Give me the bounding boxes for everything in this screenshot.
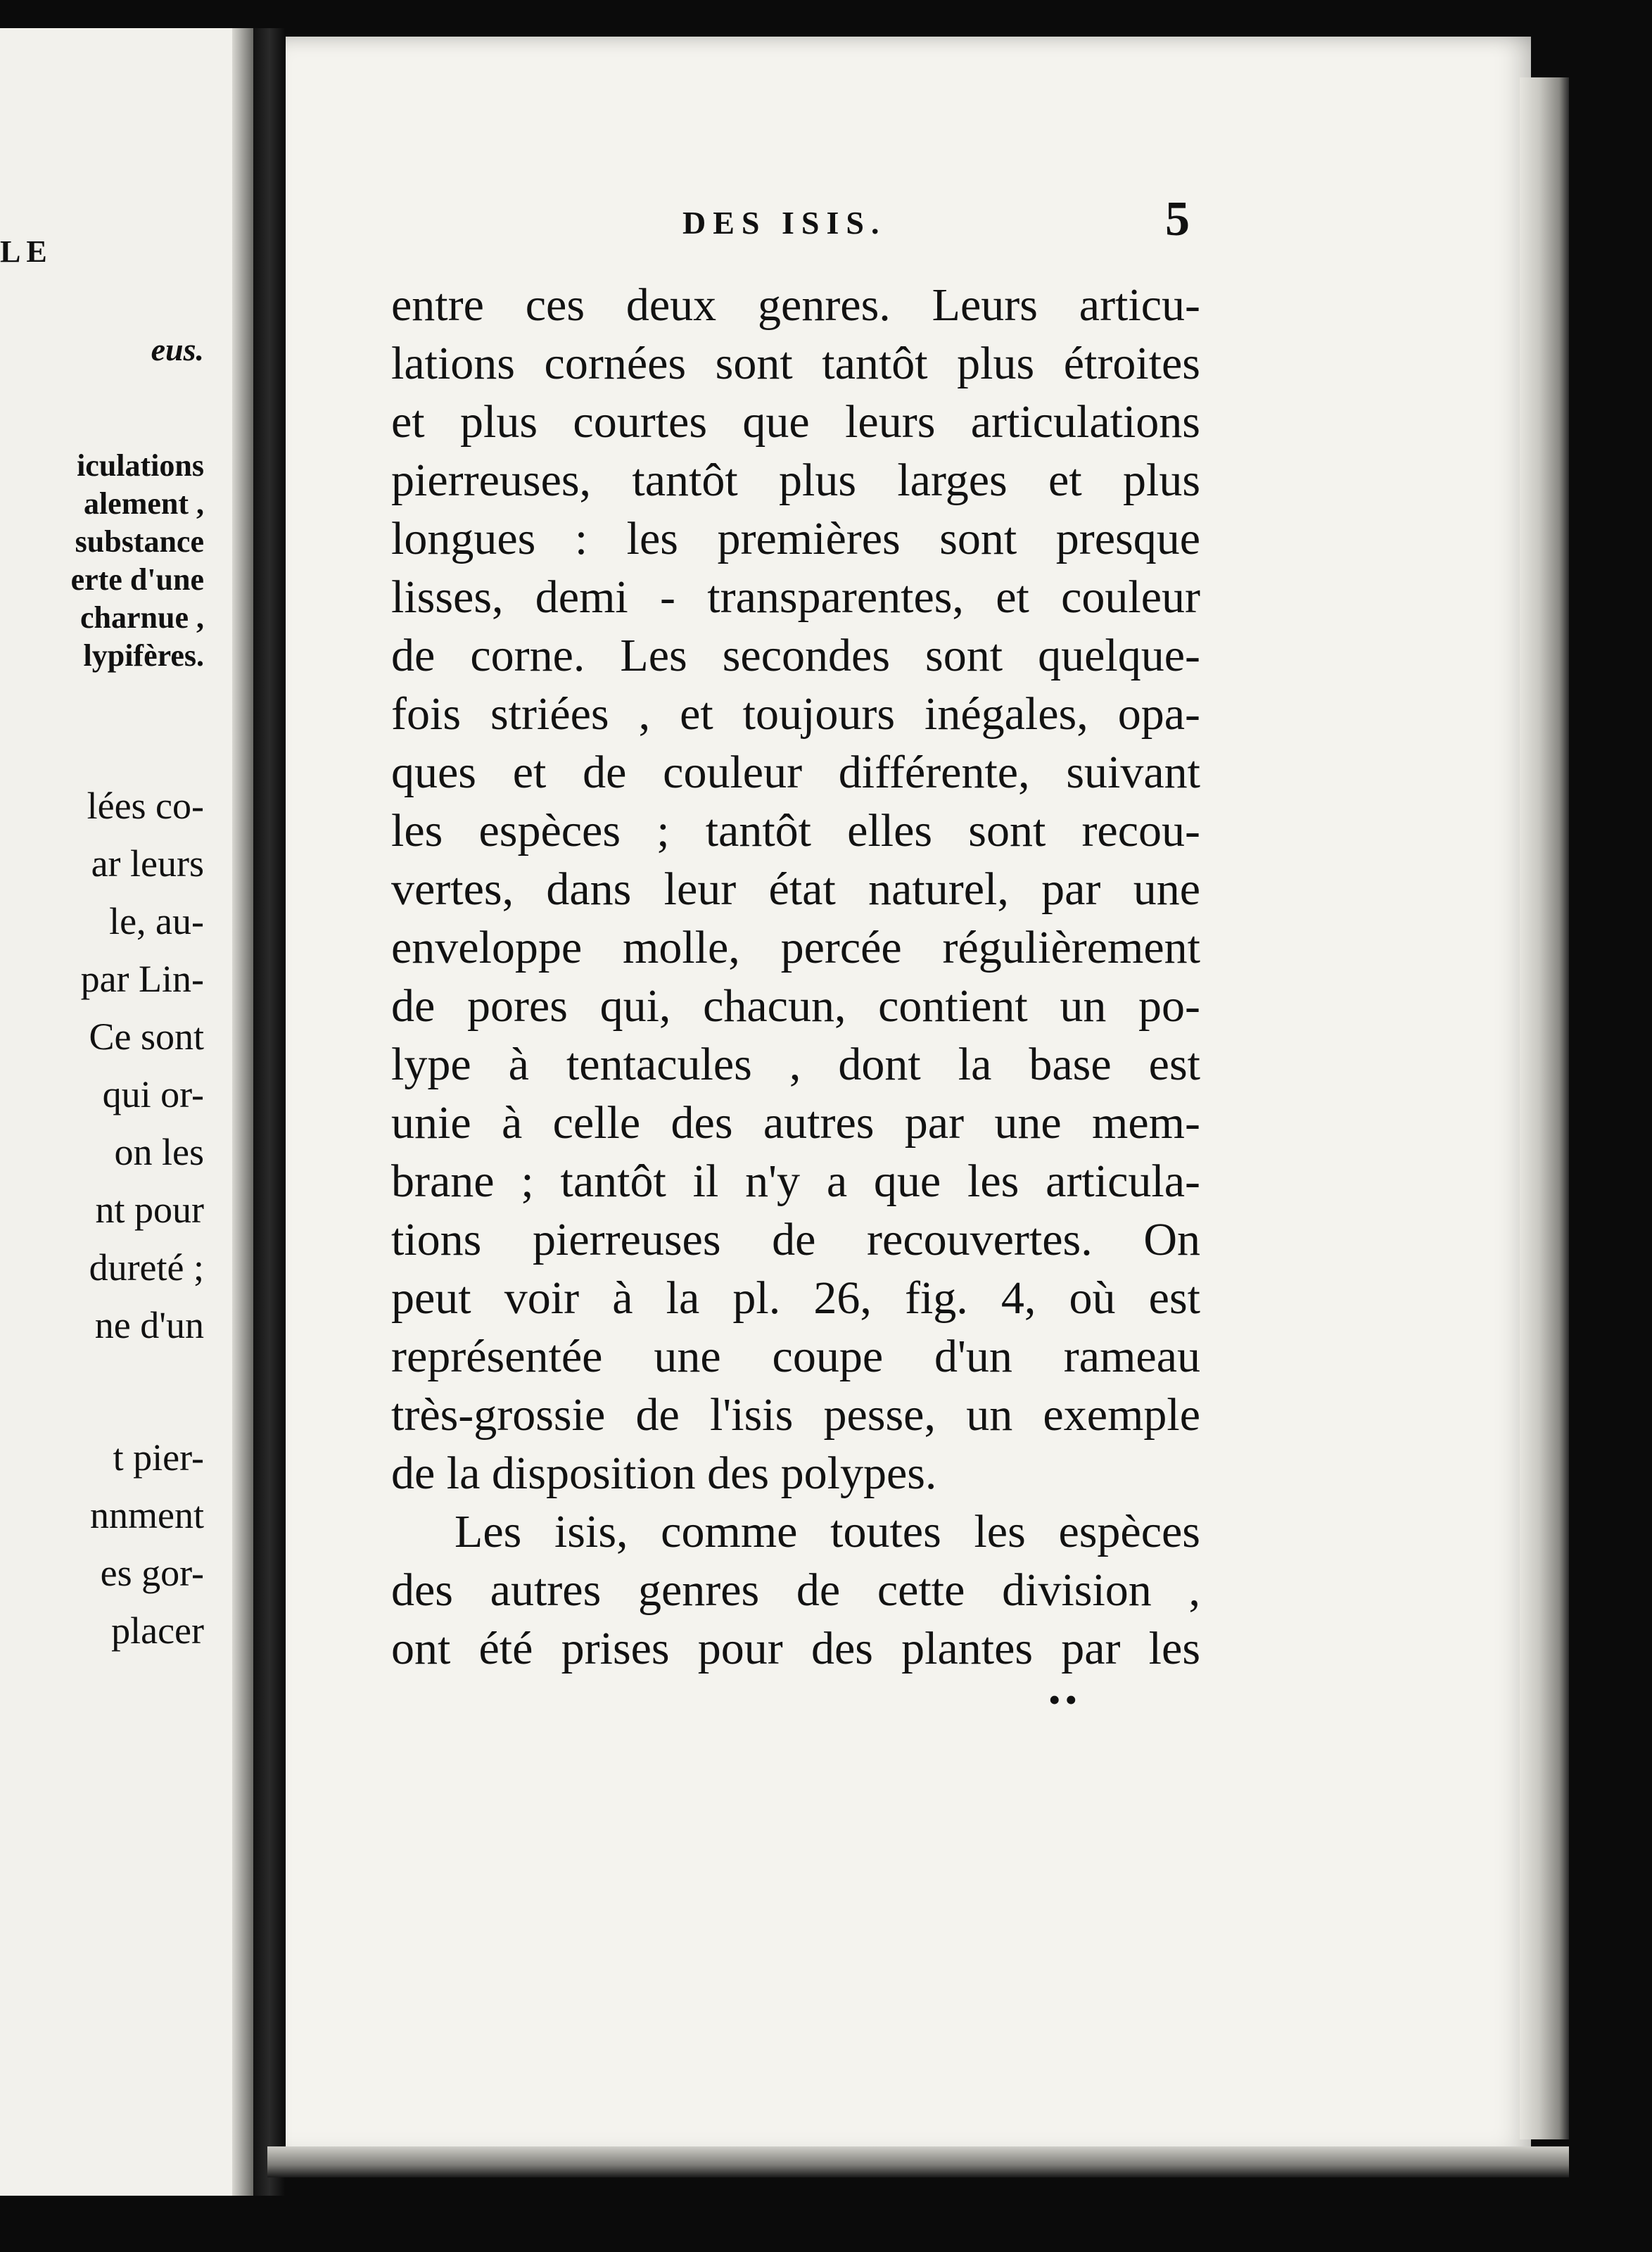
- left-text-line: par Lin-: [80, 958, 204, 1000]
- left-page: [0, 28, 246, 2196]
- text-line: entre ces deux genres. Leurs articu-: [391, 279, 1200, 331]
- text-line: de pores qui, chacun, contient un po-: [391, 980, 1200, 1032]
- text-line: lype à tentacules , dont la base est: [391, 1039, 1200, 1090]
- text-line: et plus courtes que leurs articulations: [391, 396, 1200, 448]
- left-page-shadow: [232, 28, 253, 2196]
- left-text-line: erte d'une: [70, 562, 204, 597]
- text-line: enveloppe molle, percée régulièrement: [391, 922, 1200, 973]
- body-text: [391, 276, 1200, 1678]
- left-text-line: eus.: [151, 331, 204, 367]
- left-running-head: LE: [0, 234, 53, 269]
- text-line: de la disposition des polypes.: [391, 1448, 937, 1499]
- left-text-line: lypifères.: [83, 638, 204, 673]
- text-line: lations cornées sont tantôt plus étroites: [391, 338, 1200, 389]
- text-line: les espèces ; tantôt elles sont recou-: [391, 805, 1200, 856]
- text-line: représentée une coupe d'un rameau: [391, 1331, 1200, 1382]
- signature-mark: ••: [1048, 1680, 1082, 1719]
- left-text-line: placer: [111, 1609, 204, 1652]
- text-line: brane ; tantôt il n'y a que les articula-: [391, 1156, 1200, 1207]
- left-text-line: Ce sont: [89, 1016, 204, 1058]
- text-line: de corne. Les secondes sont quelque-: [391, 630, 1200, 681]
- left-text-line: ne d'un: [94, 1304, 204, 1346]
- left-text-line: dureté ;: [89, 1246, 204, 1289]
- text-line: très-grossie de l'isis pesse, un exemple: [391, 1389, 1200, 1441]
- text-line: tions pierreuses de recouvertes. On: [391, 1214, 1200, 1265]
- bottom-edge: [267, 2146, 1569, 2177]
- text-line: longues : les premières sont presque: [391, 513, 1200, 564]
- left-text-line: lées co-: [87, 785, 204, 827]
- page-edge: [1520, 77, 1569, 2139]
- text-line: vertes, dans leur état naturel, par une: [391, 864, 1200, 915]
- text-line: des autres genres de cette division ,: [391, 1564, 1200, 1616]
- text-line: pierreuses, tantôt plus larges et plus: [391, 455, 1200, 506]
- left-text-line: ar leurs: [91, 842, 204, 885]
- left-text-line: t pier-: [113, 1436, 204, 1479]
- left-text-line: iculations: [77, 448, 204, 483]
- text-line: Les isis, comme toutes les espèces: [455, 1506, 1200, 1557]
- left-text-line: es gor-: [100, 1552, 204, 1594]
- text-line: ques et de couleur différente, suivant: [391, 747, 1200, 798]
- left-text-line: nnment: [90, 1494, 204, 1536]
- left-text-line: qui or-: [102, 1073, 204, 1115]
- text-line: fois striées , et toujours inégales, opa-: [391, 688, 1200, 740]
- text-line: peut voir à la pl. 26, fig. 4, où est: [391, 1272, 1200, 1324]
- left-text-line: charnue ,: [80, 600, 204, 635]
- left-text-line: alement ,: [83, 486, 204, 521]
- left-text-line: nt pour: [95, 1189, 204, 1231]
- left-text-line: substance: [75, 524, 204, 559]
- text-line: lisses, demi - transparentes, et couleur: [391, 571, 1200, 623]
- text-line: ont été prises pour des plantes par les: [391, 1623, 1200, 1674]
- page-number: 5: [1165, 192, 1190, 246]
- left-text-line: on les: [114, 1131, 204, 1173]
- text-line: unie à celle des autres par une mem-: [391, 1097, 1200, 1149]
- left-text-line: le, au-: [109, 900, 204, 942]
- running-head: DES ISIS.: [682, 205, 887, 241]
- book-gutter: [253, 28, 286, 2196]
